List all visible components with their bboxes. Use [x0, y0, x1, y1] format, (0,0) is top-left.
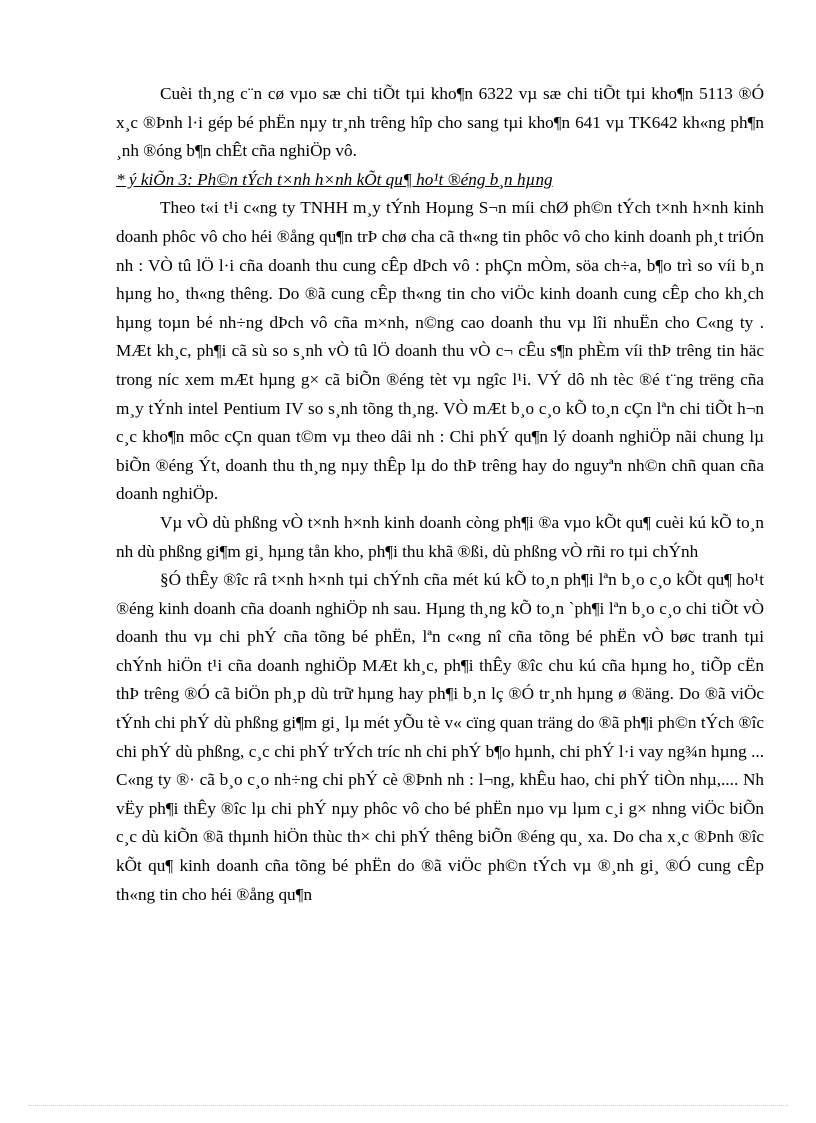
section-heading [116, 166, 764, 195]
paragraph-closing-note: Cuèi th¸ng c¨n cø vµo sæ chi tiÕt tµi kho¶n 6322 vµ sæ chi tiÕt tµi kho¶n 5113 ®Ó x¸c ®Þnh l·i gép bé phËn nµy tr¸nh trêng hîp cho sang tµi kho¶n 641 vµ TK642 kh«ng ph¶n ¸nh ®óng b¶n chÊt cña nghiÖp vô. [116, 84, 764, 161]
paragraph-provisions: Vµ vÒ dù phßng vÒ t×nh h×nh kinh doanh còng ph¶i ®a vµo kÕt qu¶ cuèi kú kÕ to¸n nh dù phßng gi¶m gi¸ hµng tån kho, ph¶i thu khã ®ßi, dù phßng vÒ rñi ro tµi chÝnh [116, 512, 764, 561]
body-text [116, 80, 764, 909]
paragraph-analysis: Theo t«i t¹i c«ng ty TNHH m¸y tÝnh Hoµng S¬n míi chØ ph©n tÝch t×nh h×nh kinh doanh phôc vô cho héi ®ång qu¶n trÞ chø cha cã th«ng tin phôc vô cho kinh doanh ph¸t triÓn nh : VÒ tû lÖ l·i cña doanh thu cung cÊp dÞch vô : phÇn mÒm, söa ch÷a, b¶o trì so víi b¸n hµng ho¸ th«ng thêng. Do ®ã cung cÊp th«ng tin cho viÖc kinh doanh cung cÊp cho kh¸ch hµng toµn bé nh÷ng dÞch vô cña m×nh, n©ng cao doanh thu vµ lîi nhuËn cho C«ng ty . MÆt kh¸c, ph¶i cã sù so s¸nh vÒ tû lÖ doanh thu vÒ c¬ cÊu s¶n phÈm víi thÞ trêng tin häc trong níc xem mÆt hµng g× cã biÕn ®éng tèt vµ ngîc l¹i. VÝ dô nh tèc ®é t¨ng trëng cña m¸y tÝnh intel Pentium IV so s¸nh tõng th¸ng. VÒ mÆt b¸o c¸o kÕ to¸n cÇn lªn chi tiÕt h¬n c¸c kho¶n môc cÇn quan t©m vµ theo dâi nh : Chi phÝ qu¶n lý doanh nghiÖp nãi chung lµ biÕn ®éng Ýt, doanh thu th¸ng nµy thÊp lµ do thÞ trêng hay do nguyªn nh©n chñ quan cña doanh nghiÖp. [116, 198, 764, 504]
paragraph-financial-report: §Ó thÊy ®îc râ t×nh h×nh tµi chÝnh cña mét kú kÕ to¸n ph¶i lªn b¸o c¸o kÕt qu¶ ho¹t ®éng kinh doanh cña doanh nghiÖp nh sau. Hµng th¸ng kÕ to¸n `ph¶i lªn b¸o c¸o chi tiÕt vÒ doanh thu vµ chi phÝ cña tõng bé phËn, lªn c«ng nî cña tõng bé phËn vÒ bøc tranh tµi chÝnh hiÖn t¹i cña doanh nghiÖp MÆt kh¸c, ph¶i thÊy ®îc chu kú cña hµng ho¸ tiÕp cËn thÞ trêng ®Ó cã biÖn ph¸p dù trữ hµng hay ph¶i b¸n lç ®Ó tr¸nh hµng ø ®äng. Do ®ã viÖc tÝnh chi phÝ dù phßng gi¶m gi¸ lµ mét yÕu tè v« cïng quan träng do ®ã ph¶i ph©n tÝch ®îc chi phÝ dù phßng, c¸c chi phÝ trÝch tríc nh chi phÝ b¶o hµnh, chi phÝ l·i vay ng¾n hµng ... C«ng ty ®· cã b¸o c¸o nh÷ng chi phÝ cè ®Þnh nh : l¬ng, khÊu hao, chi phÝ tiÒn nhµ,.... Nh vËy ph¶i thÊy ®îc lµ chi phÝ nµy phôc vô cho bé phËn nµo vµ lµm c¸i g× nhng viÖc biÕn c¸c dù kiÕn ®ã thµnh hiÖn thùc th× chi phÝ thêng biÕn ®éng qu¸ xa. Do cha x¸c ®Þnh ®îc kÕt qu¶ kinh doanh cña tõng bé phËn do ®ã viÖc ph©n tÝch vµ ®¸nh gi¸ ®Ó cung cÊp th«ng tin cho héi ®ång qu¶n [116, 570, 764, 904]
section-heading-text: * ý kiÕn 3: Ph©n tÝch t×nh h×nh kÕt qu¶ ho¹t ®éng b¸n hµng [116, 169, 553, 189]
footer-divider [28, 1105, 788, 1106]
